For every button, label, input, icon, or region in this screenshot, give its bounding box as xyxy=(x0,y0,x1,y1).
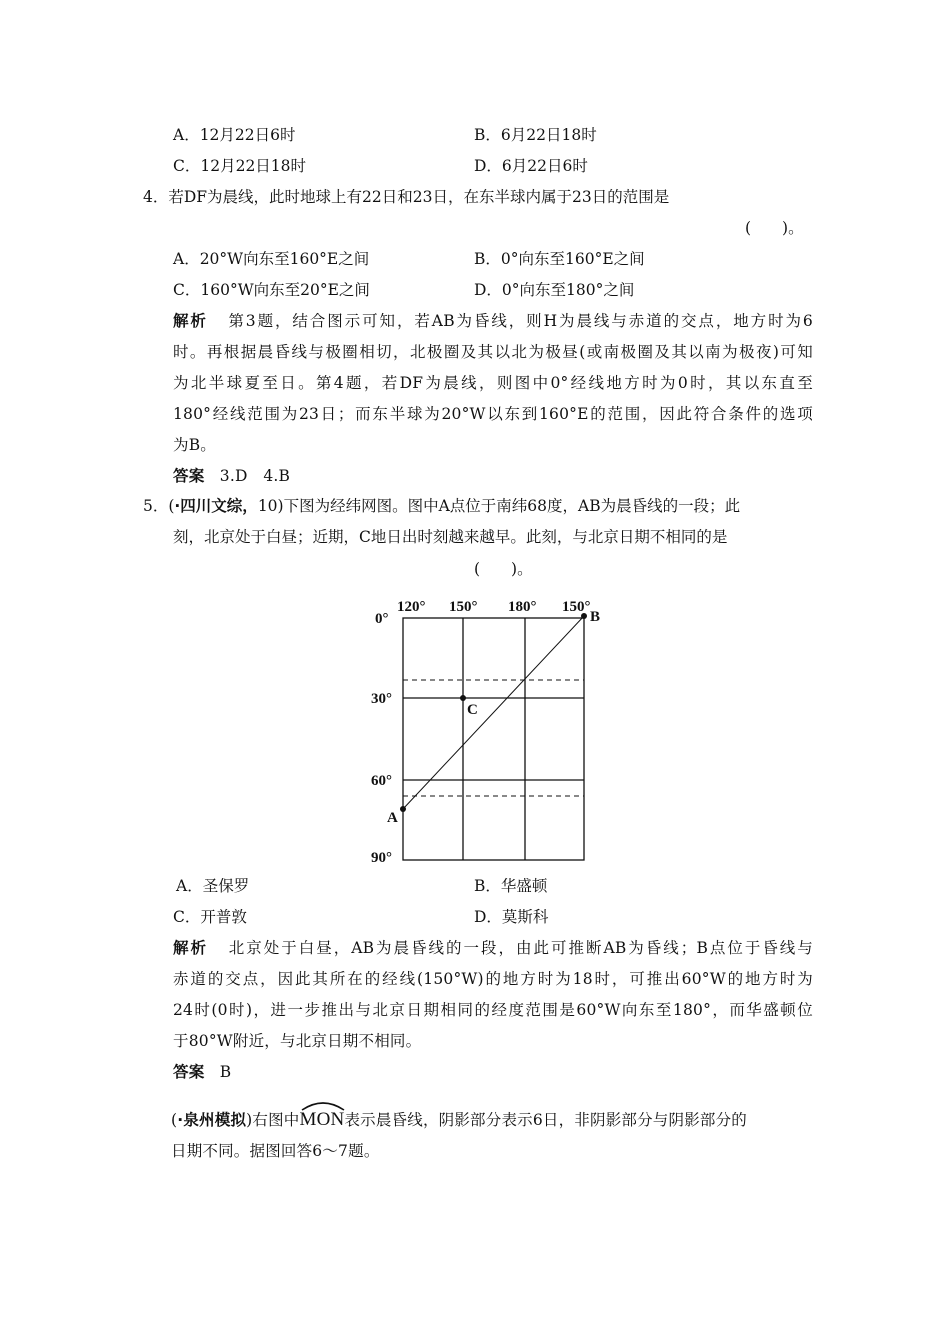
q5-answer-bracket: ( )。 xyxy=(474,560,533,578)
answer2-value: B xyxy=(219,1063,232,1081)
q3-option-a: A．12月22日6时 xyxy=(173,126,296,144)
q4-stem: 4．若DF为晨线，此时地球上有22日和23日，在东半球内属于23日的范围是 xyxy=(143,188,670,206)
lon-label-120: 120° xyxy=(397,599,426,615)
answer1-value: 3.D 4.B xyxy=(219,467,291,485)
point-c-dot xyxy=(460,695,466,701)
arc-mon: MON xyxy=(300,1109,345,1131)
lon-label-150: 150° xyxy=(449,599,478,615)
q5-stem-line1: 5．(·四川文综，10)下图为经纬网图。图中A点位于南纬68度，AB为晨昏线的一段；此 xyxy=(143,497,741,515)
analysis1-line1: 解析 第3题，结合图示可知，若AB为昏线，则H为晨线与赤道的交点，地方时为6 xyxy=(173,312,813,330)
q5-source: ·四川文综， xyxy=(174,497,258,515)
answer2-label: 答案 xyxy=(173,1063,205,1081)
lon-label-150w: 150° xyxy=(562,599,591,615)
answer1 xyxy=(173,464,813,486)
arc-mark-icon xyxy=(300,1099,346,1111)
lat-label-30: 30° xyxy=(371,691,392,707)
q67-intro-line1: (·泉州模拟)右图中 MON表示晨昏线，阴影部分表示6日，非阴影部分与阴影部分的 xyxy=(171,1108,811,1131)
point-c-label: C xyxy=(467,702,478,718)
analysis2-line1: 解析 北京处于白昼，AB为晨昏线的一段，由此可推断AB为昏线；B点位于昏线与 xyxy=(173,939,814,957)
lon-label-180: 180° xyxy=(508,599,537,615)
analysis2-line4: 于80°W附近，与北京日期不相同。 xyxy=(173,1032,422,1050)
point-a-dot xyxy=(400,806,406,812)
q3-option-b: B．6月22日18时 xyxy=(474,126,597,144)
q4-option-a: A．20°W向东至160°E之间 xyxy=(173,250,370,268)
grid-frame xyxy=(403,618,584,860)
q3-option-c: C．12月22日18时 xyxy=(173,157,307,175)
q5-option-b: B．华盛顿 xyxy=(474,877,548,895)
q4-option-c: C．160°W向东至20°E之间 xyxy=(173,281,370,299)
lat-label-90: 90° xyxy=(371,850,392,866)
analysis1-line4: 180°经线范围为23日；而东半球为20°W以东到160°E的范围，因此符合条件的选项 xyxy=(173,405,813,423)
analysis2-label: 解析 xyxy=(173,939,208,957)
q4-answer-bracket: ( )。 xyxy=(745,219,804,237)
analysis1-line2: 时。再根据晨昏线与极圈相切，北极圈及其以北为极昼(或南极圈及其以南为极夜)可知 xyxy=(173,343,813,361)
q4-option-b: B．0°向东至160°E之间 xyxy=(474,250,645,268)
q5-stem-line2: 刻，北京处于白昼；近期，C地日出时刻越来越早。此刻，与北京日期不相同的是 xyxy=(173,528,728,546)
analysis2-line3: 24时(0时)，进一步推出与北京日期相同的经度范围是60°W向东至180°，而华盛顿位 xyxy=(173,1001,813,1019)
answer1-label: 答案 xyxy=(173,467,205,485)
q3-option-d: D．6月22日6时 xyxy=(474,157,588,175)
lat-lon-grid-figure xyxy=(360,590,620,875)
q67-intro-line2: 日期不同。据图回答6～7题。 xyxy=(171,1142,380,1160)
answer2 xyxy=(173,1060,813,1082)
q5-option-c: C．开普敦 xyxy=(173,908,247,926)
analysis2-line2: 赤道的交点，因此其所在的经线(150°W)的地方时为18时，可推出60°W的地方时为 xyxy=(173,970,813,988)
analysis1-line5: 为B。 xyxy=(173,436,216,454)
q5-option-d: D．莫斯科 xyxy=(474,908,549,926)
q5-option-a: A．圣保罗 xyxy=(176,877,250,895)
point-b-label: B xyxy=(590,609,601,625)
point-a-label: A xyxy=(387,810,398,826)
lat-label-60: 60° xyxy=(371,773,392,789)
lat-label-0: 0° xyxy=(375,611,389,627)
q4-option-d: D．0°向东至180°之间 xyxy=(474,281,635,299)
analysis1-line3: 为北半球夏至日。第4题，若DF为晨线，则图中0°经线地方时为0时，其以东直至 xyxy=(173,374,813,392)
q67-source: ·泉州模拟 xyxy=(177,1111,247,1129)
analysis1-label: 解析 xyxy=(173,312,208,330)
